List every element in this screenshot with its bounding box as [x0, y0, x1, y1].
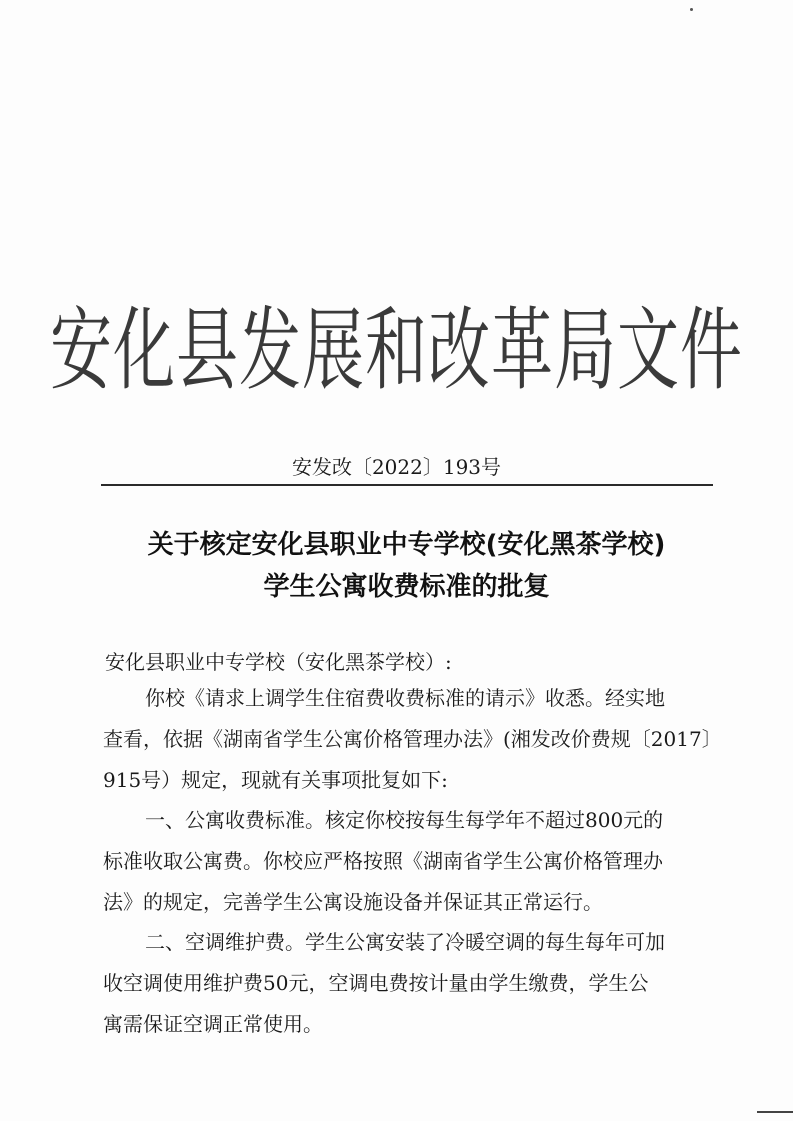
document-number: 安发改〔2022〕193号 — [291, 455, 502, 479]
header-divider — [101, 484, 713, 486]
paragraph-line: 收空调使用维护费50元，空调电费按计量由学生缴费，学生公 — [103, 971, 649, 995]
scan-speck — [690, 8, 693, 11]
paragraph-line: 二、空调维护费。学生公寓安装了冷暖空调的每生每年可加 — [145, 930, 665, 954]
issuer-title: 安化县发展和改革局文件 — [49, 296, 743, 403]
recipient-line: 安化县职业中专学校（安化黑茶学校）: — [105, 650, 452, 674]
paragraph-line: 一、公寓收费标准。核定你校按每生每学年不超过800元的 — [145, 808, 664, 832]
document-subject — [90, 524, 723, 608]
subject-line-2: 学生公寓收费标准的批复 — [263, 572, 550, 602]
paragraph-line: 915号）规定，现就有关事项批复如下: — [103, 768, 448, 792]
paragraph-1 — [103, 678, 722, 801]
subject-line-1: 关于核定安化县职业中专学校(安化黑茶学校) — [147, 530, 666, 560]
paragraph-line: 标准收取公寓费。你校应严格按照《湖南省学生公寓价格管理办 — [103, 849, 663, 873]
paragraph-line: 法》的规定，完善学生公寓设施设备并保证其正常运行。 — [103, 890, 603, 914]
paragraph-line: 你校《请求上调学生住宿费收费标准的请示》收悉。经实地 — [145, 686, 665, 710]
paragraph-line: 查看，依据《湖南省学生公寓价格管理办法》(湘发改价费规〔2017〕 — [103, 727, 722, 751]
paragraph-line: 寓需保证空调正常使用。 — [103, 1012, 323, 1036]
paragraph-2 — [103, 800, 713, 923]
paragraph-3 — [103, 922, 713, 1045]
page-edge-mark — [757, 1111, 793, 1113]
